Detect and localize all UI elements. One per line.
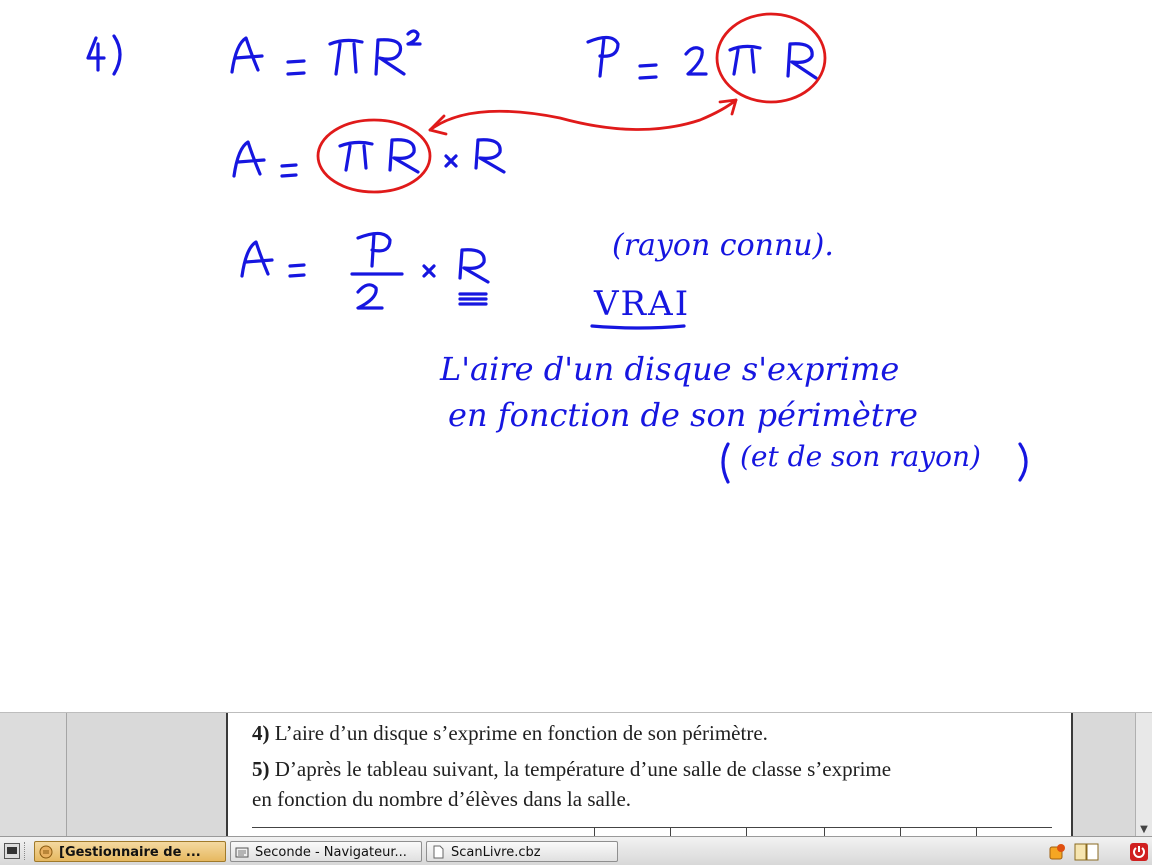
scroll-down-arrow-icon[interactable]: ▼: [1136, 823, 1152, 837]
vertical-scrollbar[interactable]: [1135, 713, 1152, 837]
exercise-item-5: [252, 757, 891, 782]
taskbar: [0, 836, 1152, 865]
document-icon: [431, 845, 445, 859]
show-desktop-icon[interactable]: [4, 843, 20, 859]
taskbar-window-file-manager[interactable]: [34, 841, 226, 862]
conclusion-line-2: en fonction de son périmètre: [448, 396, 918, 434]
navigator-icon: [235, 845, 249, 859]
conclusion-line-1: L'aire d'un disque s'exprime: [440, 350, 900, 388]
taskbar-separator: [24, 842, 27, 860]
item-5-line-1: D’après le tableau suivant, la température d’une salle de classe s’exprime: [274, 757, 892, 781]
taskbar-window-label: ScanLivre.cbz: [451, 845, 541, 860]
file-manager-icon: [39, 845, 53, 859]
note-radius-known: (rayon connu).: [612, 228, 834, 263]
answer-true: VRAI: [594, 284, 691, 324]
taskbar-window-navigator[interactable]: [230, 841, 422, 862]
conclusion-line-3: (et de son rayon): [740, 440, 981, 473]
update-notifier-icon[interactable]: [1048, 843, 1066, 861]
item-4-number: 4): [252, 721, 270, 745]
item-4-text: L’aire d’un disque s’exprime en fonction de son périmètre.: [274, 721, 768, 745]
workspace-switcher-icon[interactable]: [1074, 843, 1100, 861]
item-5-line-2: en fonction du nombre d’élèves dans la salle.: [252, 787, 632, 811]
taskbar-window-label: [Gestionnaire de ...: [59, 845, 201, 860]
taskbar-window-label: Seconde - Navigateur...: [255, 845, 407, 860]
document-viewer[interactable]: [0, 712, 1152, 837]
exercise-item-4: [252, 721, 768, 746]
table-top-border: [252, 827, 1052, 829]
taskbar-window-scanlivre[interactable]: [426, 841, 618, 862]
viewer-left-margin: [0, 713, 67, 837]
power-icon[interactable]: [1130, 843, 1148, 861]
book-page: [226, 713, 1073, 837]
item-5-number: 5): [252, 757, 270, 781]
